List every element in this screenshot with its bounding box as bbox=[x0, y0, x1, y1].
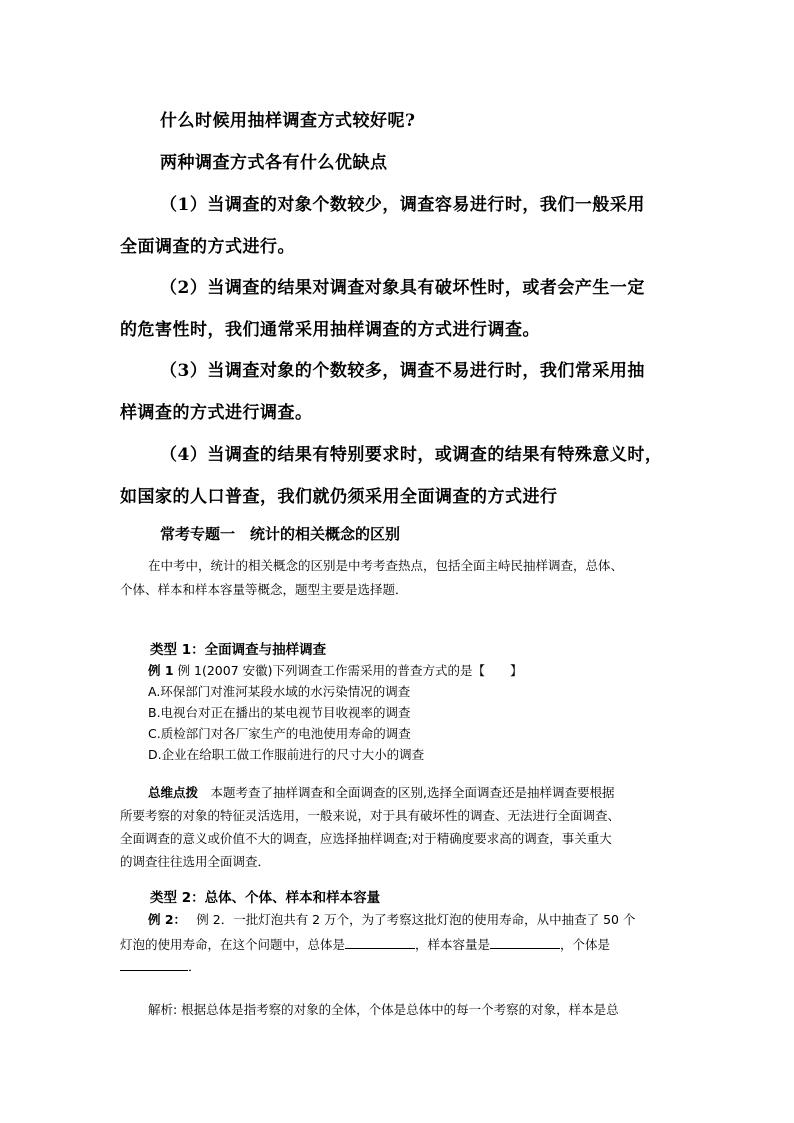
point-2-line-1: （2）当调查的结果对调查对象具有破坏性时，或者会产生一定 bbox=[160, 278, 645, 298]
example-1 bbox=[148, 661, 523, 679]
analysis-label: 总维点拨 bbox=[148, 785, 199, 800]
question-when-sampling: 什么时候用抽样调查方式较好呢? bbox=[160, 111, 416, 131]
example-1-text: 例 1(2007 安徽)下列调查工作需采用的普查方式的是【 】 bbox=[173, 663, 523, 678]
example-2-line-1 bbox=[148, 910, 635, 928]
type-2-heading: 类型 2：总体、个体、样本和样本容量 bbox=[150, 890, 381, 906]
example-2-label: 例 2： bbox=[148, 912, 180, 927]
example-2-text-c: ，个体是 bbox=[560, 937, 611, 952]
answer-blank-population[interactable] bbox=[345, 934, 415, 949]
topic-desc-line-2: 个体、样本和样本容量等概念，题型主要是选择题． bbox=[120, 582, 408, 597]
topic-title: 常考专题一 统计的相关概念的区别 bbox=[160, 525, 401, 543]
option-d: D.企业在给职工做工作服前进行的尺寸大小的调查 bbox=[148, 747, 425, 762]
example-2-text-b: ，样本容量是 bbox=[415, 937, 491, 952]
option-a: A.环保部门对淮河某段水域的水污染情况的调查 bbox=[148, 684, 411, 699]
point-1-line-2: 全面调查的方式进行。 bbox=[120, 237, 295, 257]
example-1-label: 例 1 bbox=[148, 663, 174, 678]
point-2-line-2: 的危害性时，我们通常采用抽样调查的方式进行调查。 bbox=[120, 320, 540, 340]
option-c: C.质检部门对各厂家生产的电池使用寿命的调查 bbox=[148, 726, 411, 741]
point-4-line-1: （4）当调查的结果有特别要求时，或调查的结果有特殊意义时， bbox=[160, 445, 663, 465]
analysis-text-1: 本题考查了抽样调查和全面调查的区别,选择全面调查还是抽样调查要根据 bbox=[198, 785, 615, 800]
analysis-line-2: 所要考察的对象的特征灵活选用，一般来说，对于具有破坏性的调查、无法进行全面调查、 bbox=[120, 808, 621, 823]
point-3-line-2: 样调查的方式进行调查。 bbox=[120, 403, 313, 423]
answer-blank-individual[interactable] bbox=[120, 956, 188, 971]
example-2-text-a: 灯泡的使用寿命，在这个问题中，总体是 bbox=[120, 937, 346, 952]
option-b: B.电视台对正在播出的某电视节目收视率的调查 bbox=[148, 705, 411, 720]
point-4-line-2: 如国家的人口普查，我们就仍须采用全面调查的方式进行 bbox=[120, 487, 558, 507]
topic-desc-line-1: 在中考中，统计的相关概念的区别是中考考查热点，包括全面主峙民抽样调查，总体、 bbox=[148, 558, 624, 573]
point-1-line-1: （1）当调查的对象个数较少，调查容易进行时，我们一般采用 bbox=[160, 195, 645, 215]
example-2-line-2 bbox=[120, 934, 610, 953]
example-2-text: 例 2．一批灯泡共有 2 万个，为了考察这批灯泡的使用寿命，从中抽查了 50 个 bbox=[179, 912, 636, 927]
analysis-line-1 bbox=[148, 783, 615, 801]
analysis-line-4: 的调查往往选用全面调查． bbox=[120, 854, 271, 869]
answer-blank-sample-size[interactable] bbox=[490, 934, 560, 949]
example-2-end-mark: ． bbox=[188, 959, 201, 974]
example-2-line-3 bbox=[120, 956, 201, 975]
point-3-line-1: （3）当调查对象的个数较多，调查不易进行时，我们常采用抽 bbox=[160, 361, 645, 381]
type-1-heading: 类型 1：全面调查与抽样调查 bbox=[150, 642, 327, 658]
solution-line-1: 解析: 根据总体是指考察的对象的全体，个体是总体中的每一个考察的对象，样本是总 bbox=[148, 1002, 619, 1017]
analysis-line-3: 全面调查的意义或价值不大的调查，应选择抽样调查;对于精确度要求高的调查，事关重大 bbox=[120, 831, 612, 846]
question-pros-cons: 两种调查方式各有什么优缺点 bbox=[160, 153, 388, 173]
